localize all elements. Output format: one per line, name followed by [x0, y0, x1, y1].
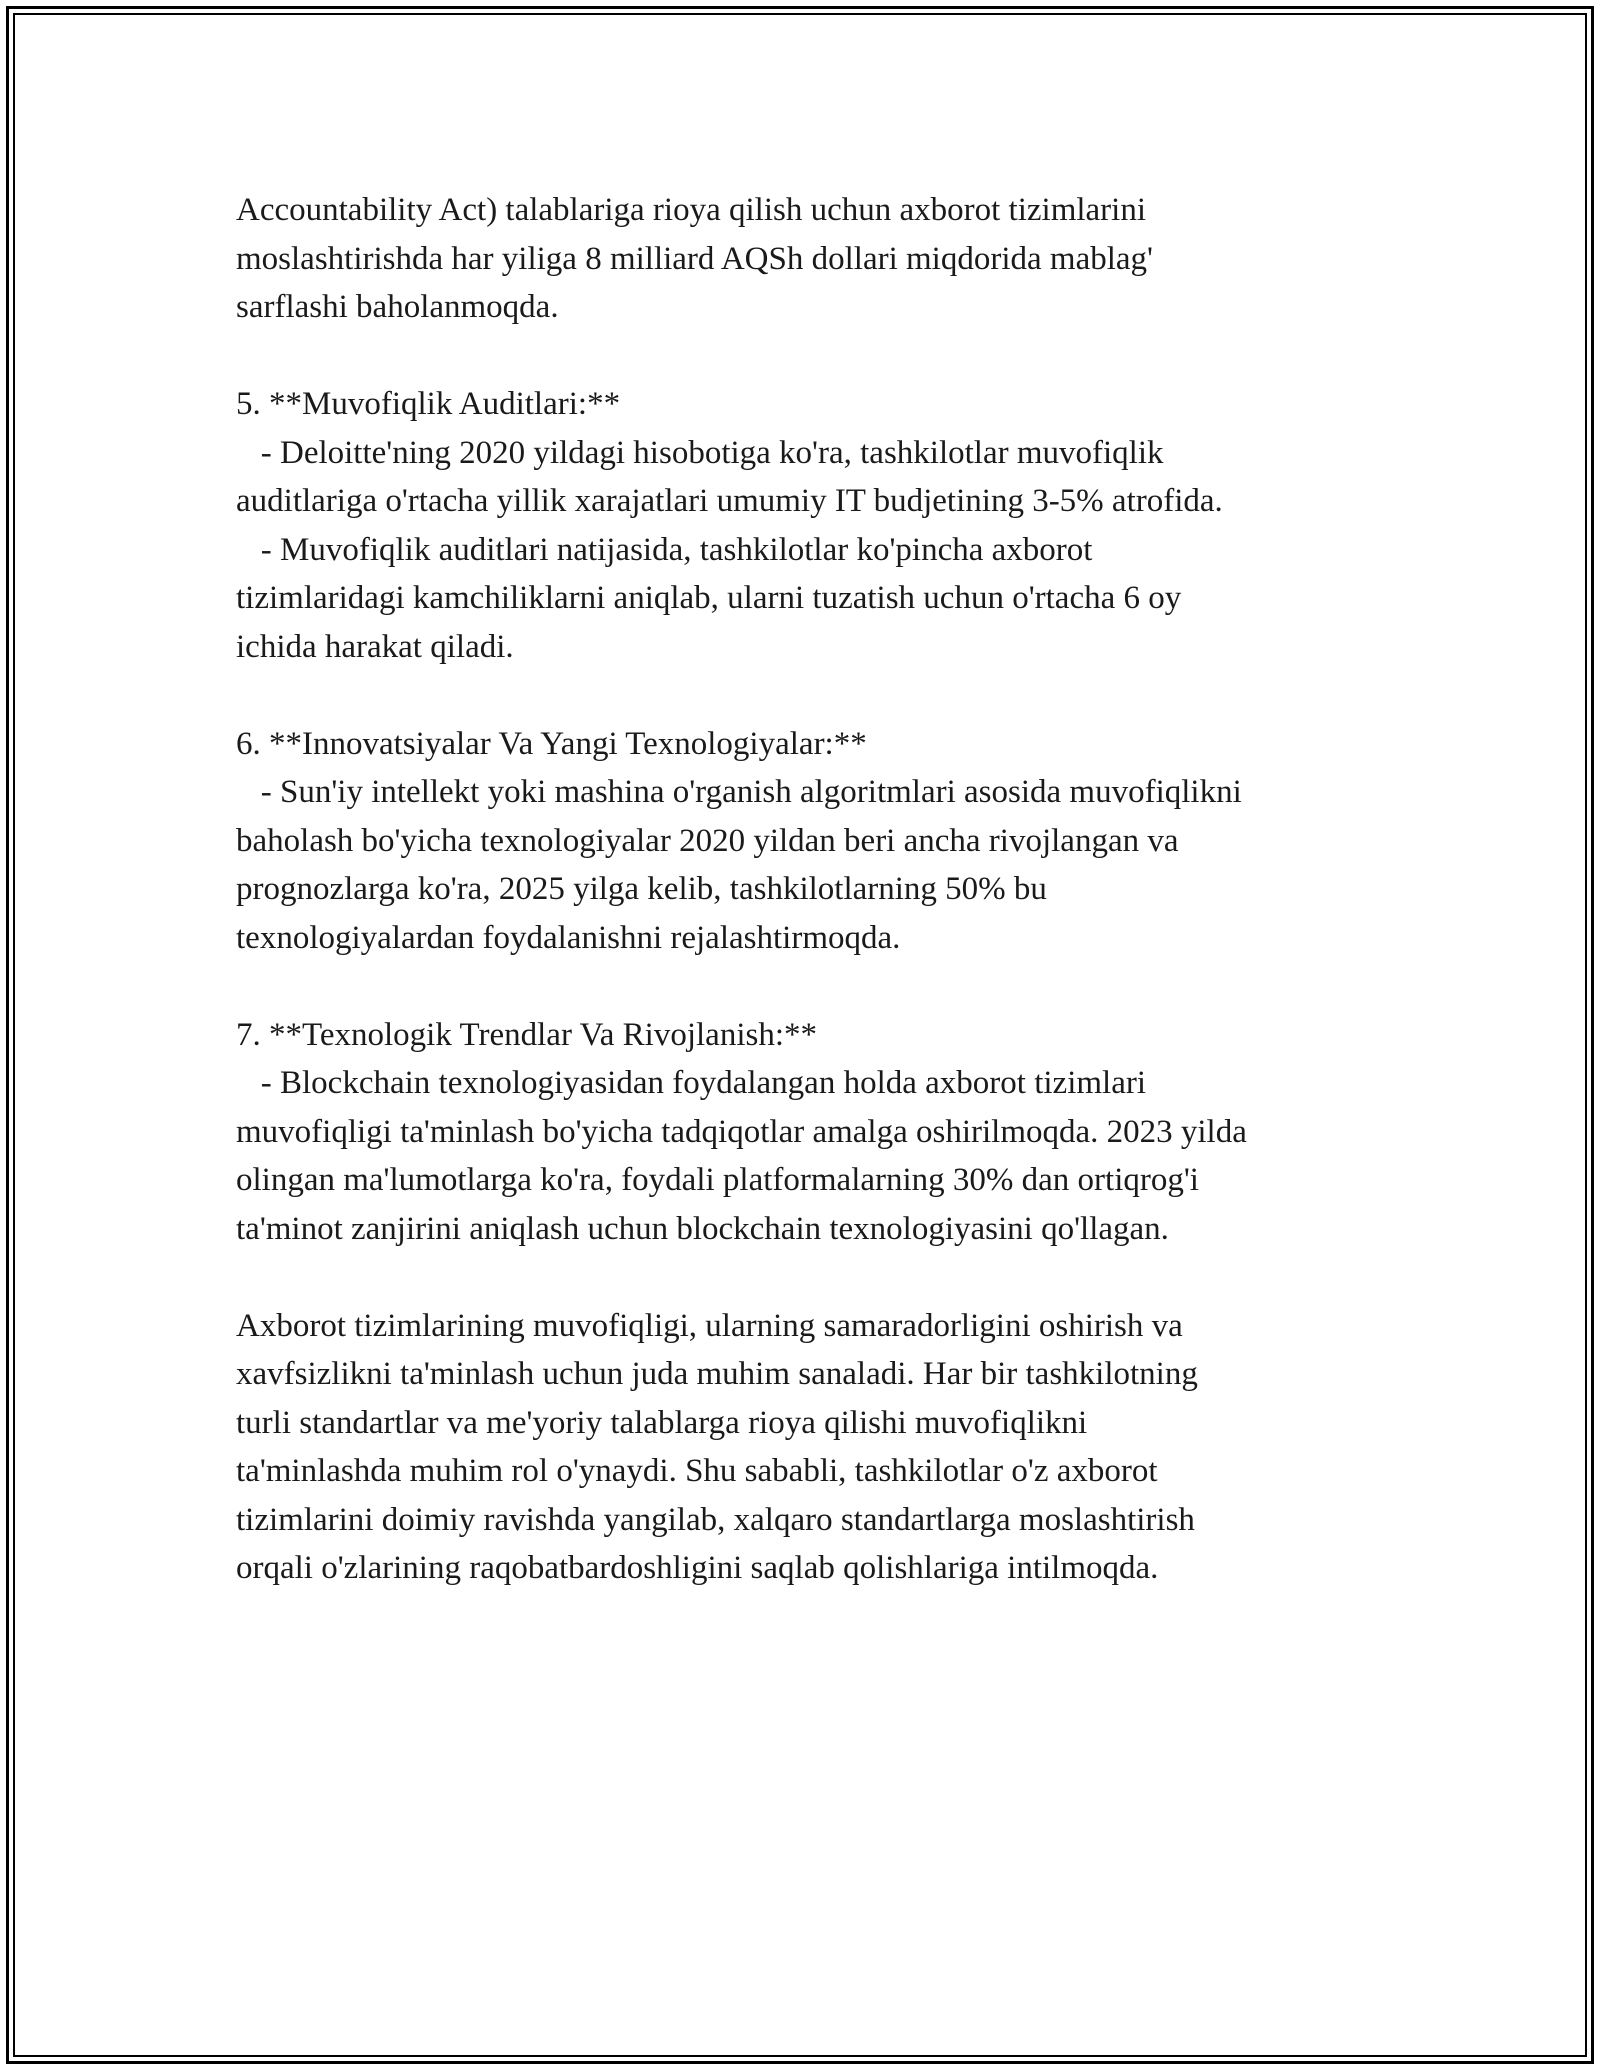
section-innovatsiyalar [236, 720, 1396, 963]
section-texnologik-trendlar [236, 1011, 1396, 1254]
paragraph-intro-continuation [236, 186, 1396, 332]
text-line: muvofiqligi ta'minlash bo'yicha tadqiqotlar amalga oshirilmoqda. 2023 yilda [236, 1113, 1247, 1150]
section-muvofiqlik-auditlari [236, 380, 1396, 671]
text-line: Axborot tizimlarining muvofiqligi, ularning samaradorligini oshirish va [236, 1307, 1183, 1344]
section-heading: 7. **Texnologik Trendlar Va Rivojlanish:** [236, 1016, 817, 1053]
text-line: olingan ma'lumotlarga ko'ra, foydali platformalarning 30% dan ortiqrog'i [236, 1162, 1199, 1198]
text-line: tizimlarini doimiy ravishda yangilab, xalqaro standartlarga moslashtirish [236, 1501, 1195, 1538]
text-line: turli standartlar va me'yoriy talablarga rioya qilishi muvofiqlikni [236, 1404, 1088, 1441]
paragraph-gap [236, 1253, 1396, 1302]
text-line: ta'minot zanjirini aniqlash uchun blockchain texnologiyasini qo'llagan. [236, 1210, 1169, 1247]
text-line: - Deloitte'ning 2020 yildagi hisobotiga ko'ra, tashkilotlar muvofiqlik [236, 434, 1164, 471]
paragraph-conclusion [236, 1302, 1396, 1593]
text-line: texnologiyalardan foydalanishni rejalashtirmoqda. [236, 919, 901, 956]
text-line: Accountability Act) talablariga rioya qilish uchun axborot tizimlarini [236, 192, 1146, 228]
paragraph-gap [236, 332, 1396, 381]
text-line: ta'minlashda muhim rol o'ynaydi. Shu sababli, tashkilotlar o'z axborot [236, 1453, 1158, 1489]
section-heading: 6. **Innovatsiyalar Va Yangi Texnologiyalar:** [236, 725, 867, 762]
paragraph-gap [236, 671, 1396, 720]
text-line: prognozlarga ko'ra, 2025 yilga kelib, tashkilotlarning 50% bu [236, 871, 1047, 907]
text-line: auditlariga o'rtacha yillik xarajatlari umumiy IT budjetining 3-5% atrofida. [236, 483, 1223, 519]
document-text [236, 186, 1396, 1593]
text-line: - Blockchain texnologiyasidan foydalangan holda axborot tizimlari [236, 1065, 1146, 1101]
text-line: ichida harakat qiladi. [236, 628, 514, 665]
paragraph-gap [236, 962, 1396, 1011]
text-line: sarflashi baholanmoqda. [236, 289, 559, 325]
text-line: xavfsizlikni ta'minlash uchun juda muhim sanaladi. Har bir tashkilotning [236, 1356, 1198, 1392]
section-heading: 5. **Muvofiqlik Auditlari:** [236, 386, 621, 422]
text-line: orqali o'zlarining raqobatbardoshligini saqlab qolishlariga intilmoqda. [236, 1550, 1159, 1586]
text-line: tizimlaridagi kamchiliklarni aniqlab, ularni tuzatish uchun o'rtacha 6 oy [236, 580, 1182, 616]
text-line: moslashtirishda har yiliga 8 milliard AQSh dollari miqdorida mablag' [236, 240, 1153, 277]
text-line: - Muvofiqlik auditlari natijasida, tashkilotlar ko'pincha axborot [236, 531, 1093, 568]
text-line: baholash bo'yicha texnologiyalar 2020 yildan beri ancha rivojlangan va [236, 822, 1179, 859]
text-line: - Sun'iy intellekt yoki mashina o'rganish algoritmlari asosida muvofiqlikni [236, 774, 1242, 810]
